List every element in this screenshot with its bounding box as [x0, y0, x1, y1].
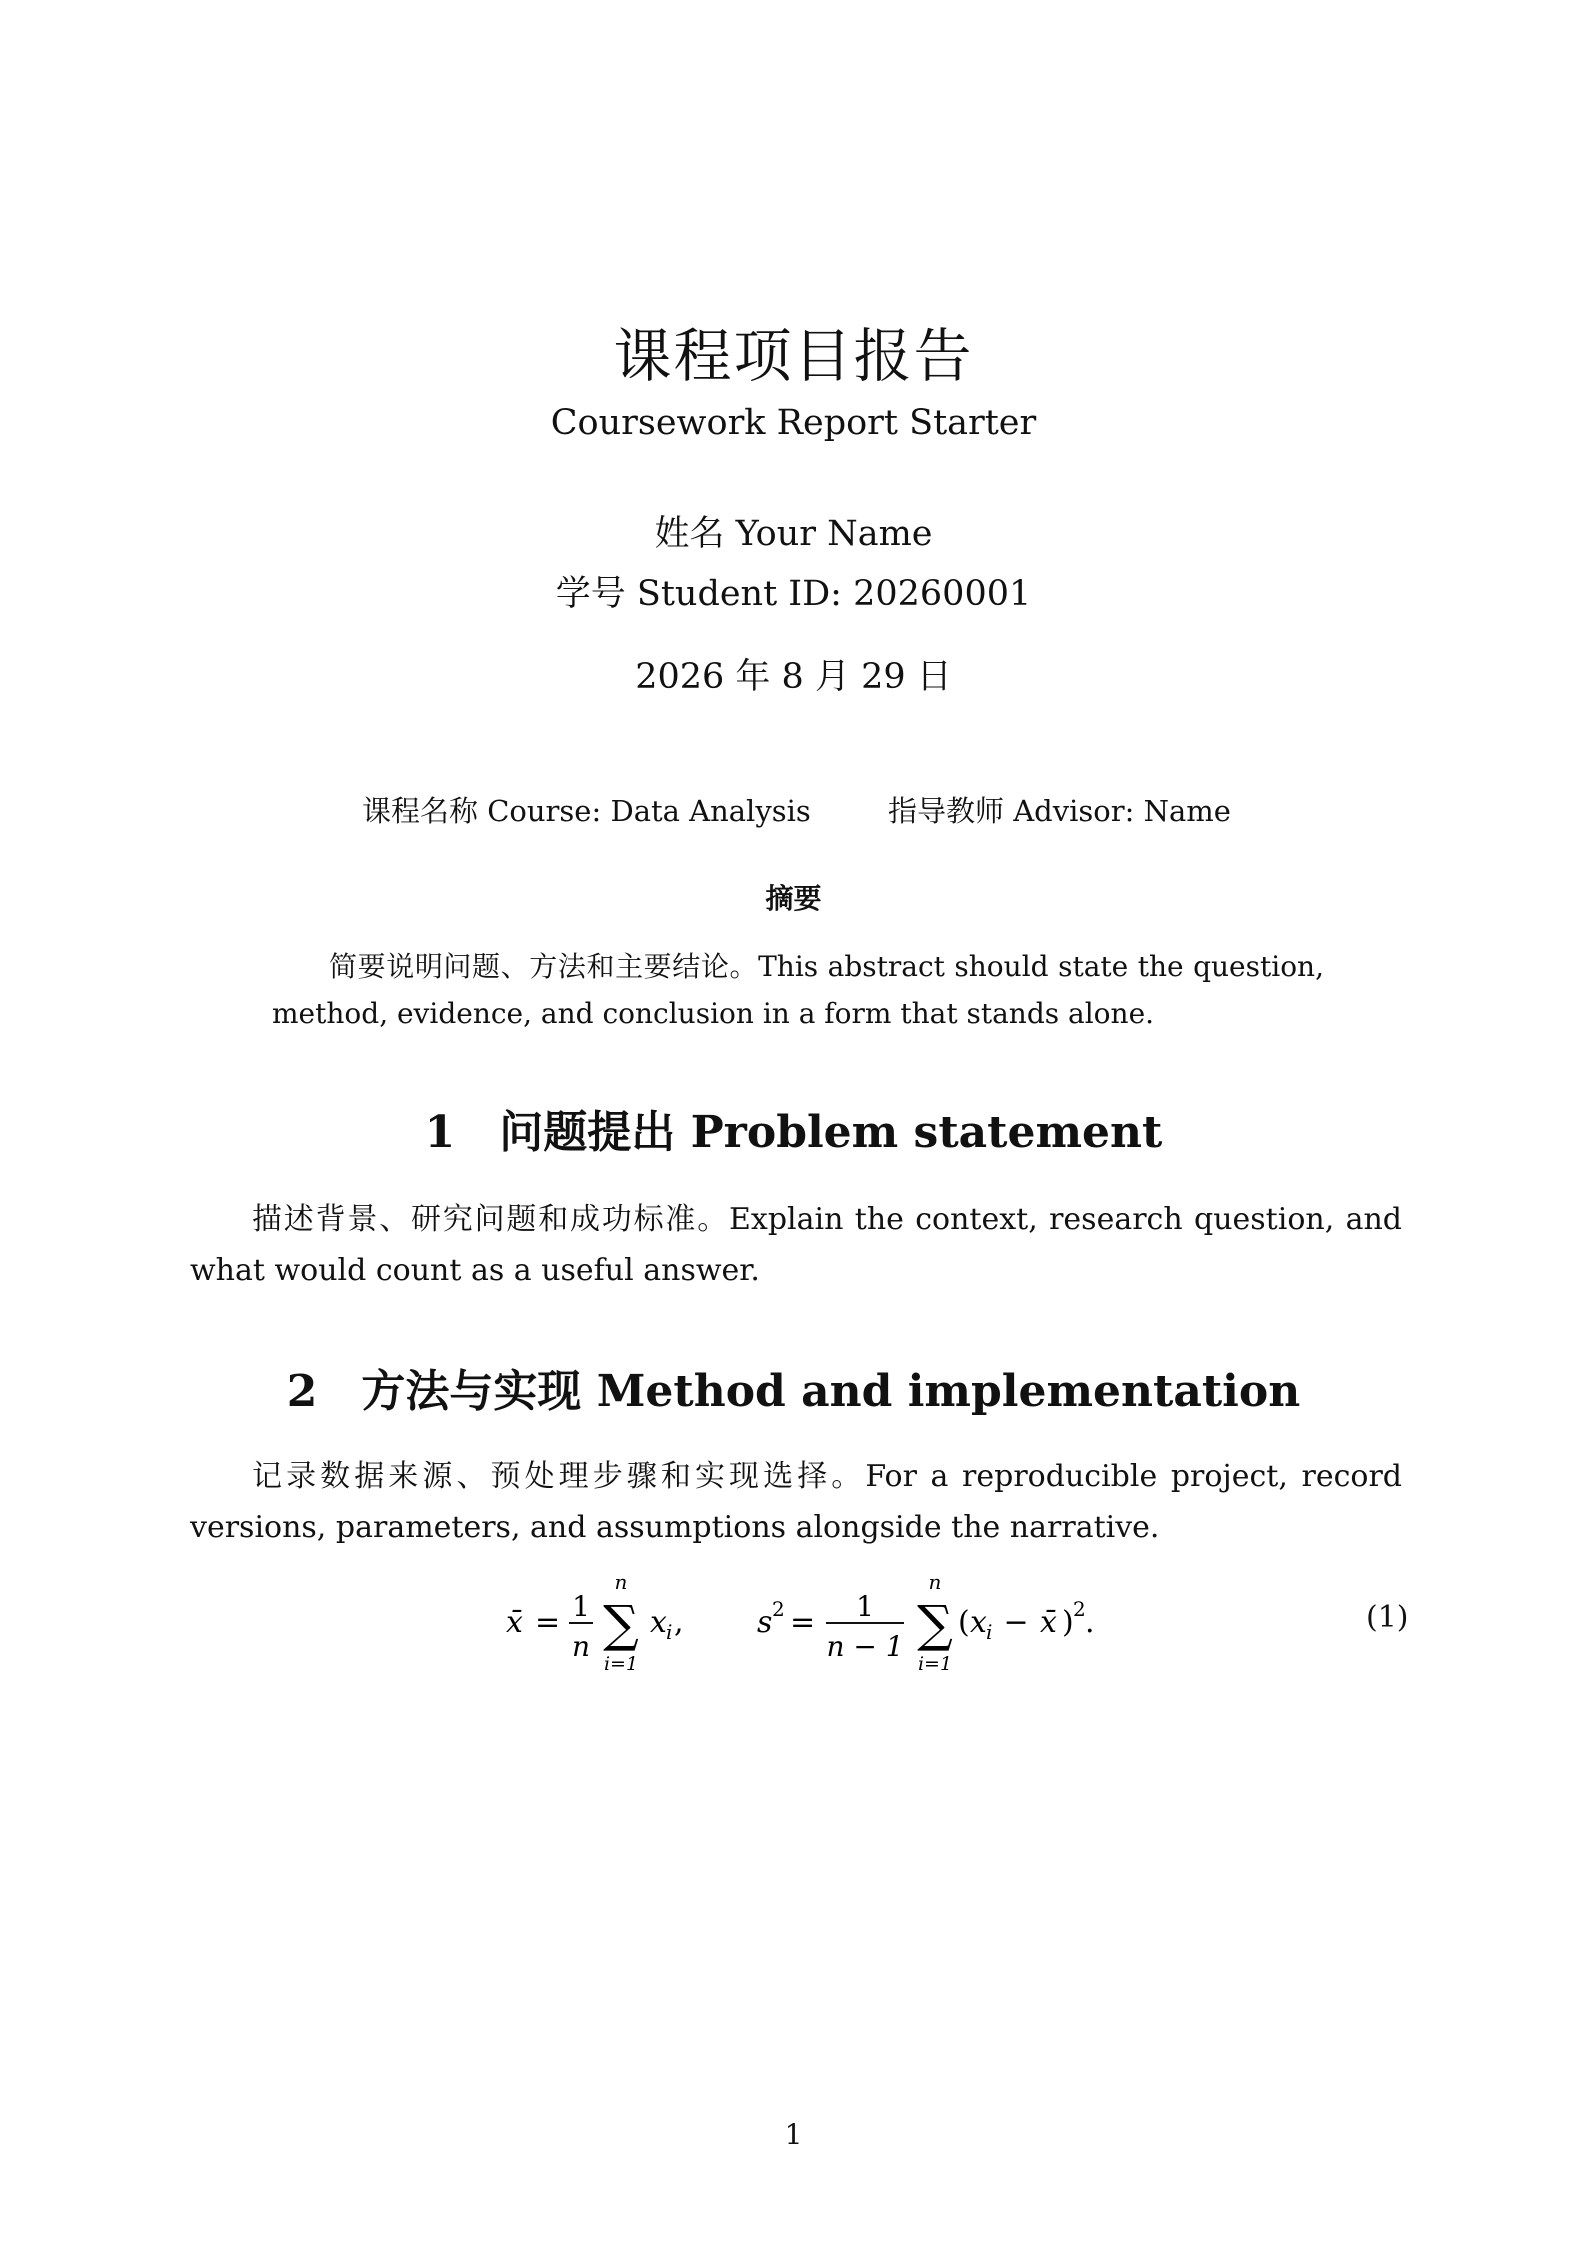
eq-numerator-2: 1 — [856, 1590, 874, 1623]
report-date: 2026 年 8 月 29 日 — [635, 657, 952, 697]
eq-s: s — [757, 1605, 773, 1640]
eq-sum-lower: i=1 — [603, 1653, 639, 1675]
section-number: 2 — [286, 1366, 318, 1417]
section-2-paragraph: 记录数据来源、预处理步骤和实现选择。For a reproducible project, record versions, parameters, and assumptions alongside the narrative. — [190, 1459, 1402, 1545]
eq-period: . — [1085, 1605, 1095, 1640]
eq-square-2: 2 — [1073, 1597, 1086, 1621]
eq-equals-2: = — [790, 1605, 816, 1640]
eq-x: x — [650, 1605, 667, 1640]
section-heading-1 — [0, 1103, 1587, 1163]
advisor-name: 指导教师 Advisor: Name — [888, 794, 1231, 828]
eq-denominator: n — [571, 1630, 591, 1663]
eq-sub-i: i — [666, 1620, 673, 1644]
eq-sum-upper-2: n — [928, 1570, 942, 1594]
eq-numerator: 1 — [572, 1590, 590, 1623]
equation-number: (1) — [1366, 1600, 1409, 1635]
eq-minus: − — [994, 1605, 1039, 1640]
section-1-paragraph: 描述背景、研究问题和成功标准。Explain the context, research question, and what would count as a useful answer. — [190, 1202, 1402, 1288]
section-title: 方法与实现 Method and implementation — [361, 1366, 1301, 1417]
report-subtitle: Coursework Report Starter — [550, 403, 1037, 443]
eq-x-2: x — [970, 1605, 987, 1640]
section-title: 问题提出 Problem statement — [499, 1107, 1163, 1158]
section-number: 1 — [424, 1107, 456, 1158]
equation-block — [0, 1566, 1587, 1686]
eq-xbar: x̄ — [506, 1605, 523, 1640]
eq-sub-i-2: i — [986, 1620, 993, 1644]
eq-sum-sign-2: ∑ — [917, 1595, 953, 1653]
eq-close-paren: ) — [1062, 1605, 1074, 1640]
eq-denominator-2: n − 1 — [826, 1630, 904, 1663]
abstract-text: 简要说明问题、方法和主要结论。This abstract should state the question, method, evidence, and conclusion in a form that stands alone. — [272, 950, 1324, 1030]
eq-xbar-2: x̄ — [1040, 1605, 1057, 1640]
eq-open-paren: ( — [958, 1605, 970, 1640]
student-id: 学号 Student ID: 20260001 — [555, 574, 1032, 614]
abstract-heading: 摘要 — [765, 882, 822, 915]
course-name: 课程名称 Course: Data Analysis — [362, 794, 811, 828]
section-heading-2 — [0, 1362, 1587, 1422]
report-title: 课程项目报告 — [613, 322, 974, 390]
eq-equals: = — [535, 1605, 561, 1640]
eq-sum-sign: ∑ — [603, 1595, 639, 1653]
author-name: 姓名 Your Name — [654, 514, 933, 554]
equation-formula — [0, 1566, 1587, 1686]
page-number: 1 — [784, 2118, 803, 2151]
eq-sum-lower-2: i=1 — [917, 1653, 953, 1675]
eq-sum-upper: n — [614, 1570, 628, 1594]
eq-comma: , — [674, 1605, 684, 1640]
eq-square: 2 — [772, 1597, 785, 1621]
